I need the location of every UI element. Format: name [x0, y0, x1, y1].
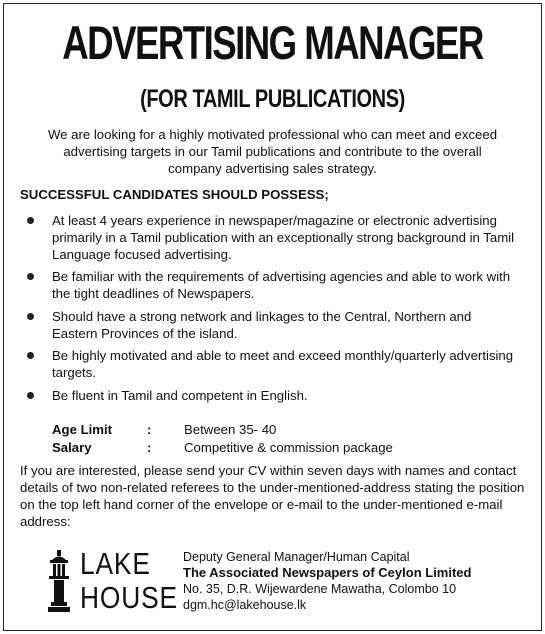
requirement-text: Be familiar with the requirements of advertising agencies and able to work with the tight deadlines of Newspapers. — [52, 269, 511, 301]
application-instructions: If you are interested, please send your CV within seven days with names and contact details of two non-related referees to the under-mentioned-address stating the position on the top left hand corner of the envelope or e-mail to the under-mentioned e-mail address: — [20, 463, 525, 529]
requirement-text: Be fluent in Tamil and competent in English. — [52, 388, 308, 403]
bullet-icon — [27, 273, 34, 280]
salary-colon: : — [147, 440, 152, 455]
salary-value: Competitive & commission package — [184, 440, 393, 455]
bullet-icon — [27, 352, 34, 359]
age-limit-colon: : — [147, 422, 152, 437]
age-limit-label: Age Limit — [52, 422, 113, 437]
job-subtitle: (FOR TAMIL PUBLICATIONS) — [140, 85, 405, 113]
lake-house-logo — [46, 546, 178, 616]
age-limit-value: Between 35- 40 — [184, 422, 277, 437]
contact-block — [183, 549, 471, 613]
company-address: No. 35, D.R. Wijewardene Mawatha, Colombo 10 — [183, 582, 457, 596]
bullet-icon — [27, 217, 34, 224]
contact-email: dgm.hc@lakehouse.lk — [183, 598, 307, 612]
requirement-text: Should have a strong network and linkages to the Central, Northern and Eastern Provinces of the island. — [52, 309, 472, 341]
requirement-text: Be highly motivated and able to meet and exceed monthly/quarterly advertising targets. — [52, 348, 514, 380]
lamp-tower-icon — [46, 550, 72, 614]
logo-text-house: HOUSE — [80, 580, 178, 615]
salary-label: Salary — [52, 440, 92, 455]
bullet-icon — [27, 392, 34, 399]
bullet-icon — [27, 313, 34, 320]
requirements-heading: SUCCESSFUL CANDIDATES SHOULD POSSESS; — [20, 187, 329, 202]
company-name: The Associated Newspapers of Ceylon Limited — [183, 565, 472, 580]
requirement-text: At least 4 years experience in newspaper/magazine or electronic advertising primarily in a Tamil publication with an exceptionally strong background in Tamil Language focused advertising. — [52, 213, 515, 262]
job-title: ADVERTISING MANAGER — [62, 16, 483, 69]
contact-position: Deputy General Manager/Human Capital — [183, 550, 410, 564]
logo-text-lake: LAKE — [80, 546, 151, 581]
intro-paragraph: We are looking for a highly motivated professional who can meet and exceed advertising targets in our Tamil publications and contribute to the overall company advertising sales strategy. — [47, 127, 498, 176]
